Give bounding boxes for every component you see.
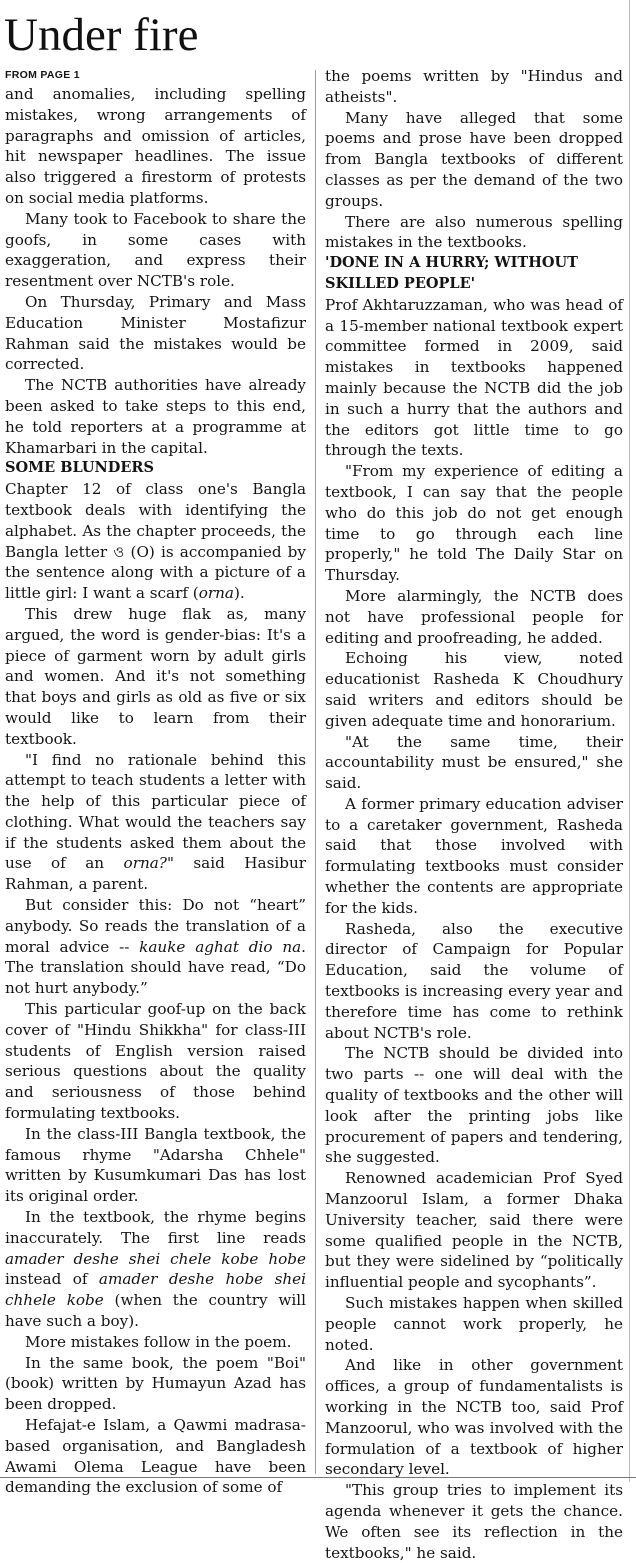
right-column <box>325 66 623 1563</box>
paragraph <box>5 479 306 604</box>
paragraph <box>5 1207 306 1332</box>
paragraph <box>5 750 306 896</box>
paragraph: "From my experience of editing a textbook, I can say that the people who do this job do not get enough time to go through each line properly," he told The Daily Star on Thursday. <box>325 462 623 585</box>
paragraph: A former primary education adviser to a caretaker government, Rasheda said that those involved with formulating textbooks must consider whether the contents are appropriate for the kids. <box>325 794 623 917</box>
paragraph: and anomalies, including spelling mistakes, wrong arrangements of paragraphs and omission of articles, hit newspaper headlines. The issue also triggered a firestorm of protests on social media platforms. <box>5 85 306 207</box>
paragraph: This particular goof-up on the back cover of "Hindu Shikkha" for class-III students of English version raised serious questions about the quality and seriousness of those behind formulating textbooks. <box>5 1000 306 1123</box>
paragraph <box>5 895 306 999</box>
text-run: . The translation should have read, “Do not hurt anybody.” <box>5 937 306 998</box>
paragraph: Renowned academician Prof Syed Manzoorul Islam, a former Dhaka University teacher, said there were some qualified people in the NCTB, but they were sidelined by “politically influential people and sycophants”. <box>325 1169 623 1292</box>
paragraph: The NCTB authorities have already been asked to take steps to this end, he told reporters at a programme at Khamarbari in the capital. <box>5 376 306 457</box>
subheading-done-in-a-hurry: 'DONE IN A HURRY; WITHOUT SKILLED PEOPLE' <box>325 254 578 292</box>
paragraph: In the class-III Bangla textbook, the famous rhyme "Adarsha Chhele" written by Kusumkumari Das has lost its original order. <box>5 1124 306 1206</box>
text-run: (when the country will have such a boy). <box>5 1291 306 1331</box>
italic-run: orna <box>198 584 234 603</box>
italic-run: amader deshe shei chele kobe hobe <box>5 1249 306 1268</box>
text-run: In the textbook, the rhyme begins inaccurately. The first line reads <box>5 1208 306 1247</box>
text-run: But consider this: Do not “heart” anybody. So reads the translation of a moral advice -- <box>5 896 306 956</box>
subheading-some-blunders: SOME BLUNDERS <box>5 459 154 477</box>
kicker: FROM PAGE 1 <box>5 69 80 81</box>
paragraph: "This group tries to implement its agenda whenever it gets the chance. We often see its reflection in the textbooks," he said. <box>325 1481 623 1562</box>
paragraph: More alarmingly, the NCTB does not have professional people for editing and proofreading, he added. <box>325 586 623 647</box>
text-run: instead of <box>5 1270 99 1289</box>
paragraph: On Thursday, Primary and Mass Education Minister Mostafizur Rahman said the mistakes would be corrected. <box>5 292 306 374</box>
text-run: " said Hasibur Rahman, a parent. <box>5 854 306 894</box>
paragraph: There are also numerous spelling mistakes in the textbooks. <box>325 212 623 252</box>
paragraph: Hefajat-e Islam, a Qawmi madrasa-based organisation, and Bangladesh Awami Olema League have been demanding the exclusion of some of <box>5 1416 306 1497</box>
paragraph: Prof Akhtaruzzaman, who was head of a 15-member national textbook expert committee formed in 2009, said mistakes in textbooks happened mainly because the NCTB did the job in such a hurry that the authors and the editors got little time to go through the texts. <box>325 295 623 460</box>
paragraph: More mistakes follow in the poem. <box>25 1332 292 1351</box>
italic-run: orna? <box>123 854 167 873</box>
headline: Under fire <box>4 9 199 61</box>
italic-run: amader deshe hobe shei chhele kobe <box>5 1270 306 1310</box>
paragraph: In the same book, the poem "Boi" (book) written by Humayun Azad has been dropped. <box>5 1353 306 1414</box>
paragraph: Such mistakes happen when skilled people cannot work properly, he noted. <box>325 1294 623 1354</box>
paragraph: And like in other government offices, a group of fundamentalists is working in the NCTB too, said Prof Manzoorul, who was involved with the formulation of a textbook of higher secondary level. <box>325 1356 623 1479</box>
right-edge-rule <box>629 0 630 1482</box>
text-run: ). <box>233 584 245 603</box>
paragraph: Rasheda, also the executive director of Campaign for Popular Education, said the volume of textbooks is increasing every year and therefore time has come to rethink about NCTB's role. <box>325 919 623 1042</box>
paragraph: the poems written by "Hindus and atheists". <box>325 67 623 106</box>
column-divider <box>315 70 316 1474</box>
paragraph: The NCTB should be divided into two parts -- one will deal with the quality of textbooks and the other will look after the printing jobs like procurement of papers and tendering, she suggested. <box>325 1044 623 1167</box>
paragraph: "At the same time, their accountability must be ensured," she said. <box>325 732 623 793</box>
paragraph: Many took to Facebook to share the goofs, in some cases with exaggeration, and express their resentment over NCTB's role. <box>5 209 306 291</box>
paragraph: Many have alleged that some poems and prose have been dropped from Bangla textbooks of different classes as per the demand of the two groups. <box>325 108 623 210</box>
italic-run: kauke aghat dio na <box>139 937 302 956</box>
paragraph: Echoing his view, noted educationist Rasheda K Choudhury said writers and editors should be given adequate time and honorarium. <box>325 649 623 730</box>
paragraph: This drew huge flak as, many argued, the word is gender-bias: It's a piece of garment worn by adult girls and women. And it's not something that boys and girls as old as five or six would like to learn from their textbook. <box>5 604 306 748</box>
text-run: "I find no rationale behind this attempt to teach students a letter with the help of this particular piece of clothing. What would the teachers say if the students asked them about the use of an <box>5 750 306 873</box>
text-run: Chapter 12 of class one's Bangla textbook deals with identifying the alphabet. As the chapter proceeds, the Bangla letter ও (O) is accompanied by the sentence along with a picture of a little girl: I want a scarf ( <box>5 480 306 603</box>
left-column <box>5 66 306 1498</box>
